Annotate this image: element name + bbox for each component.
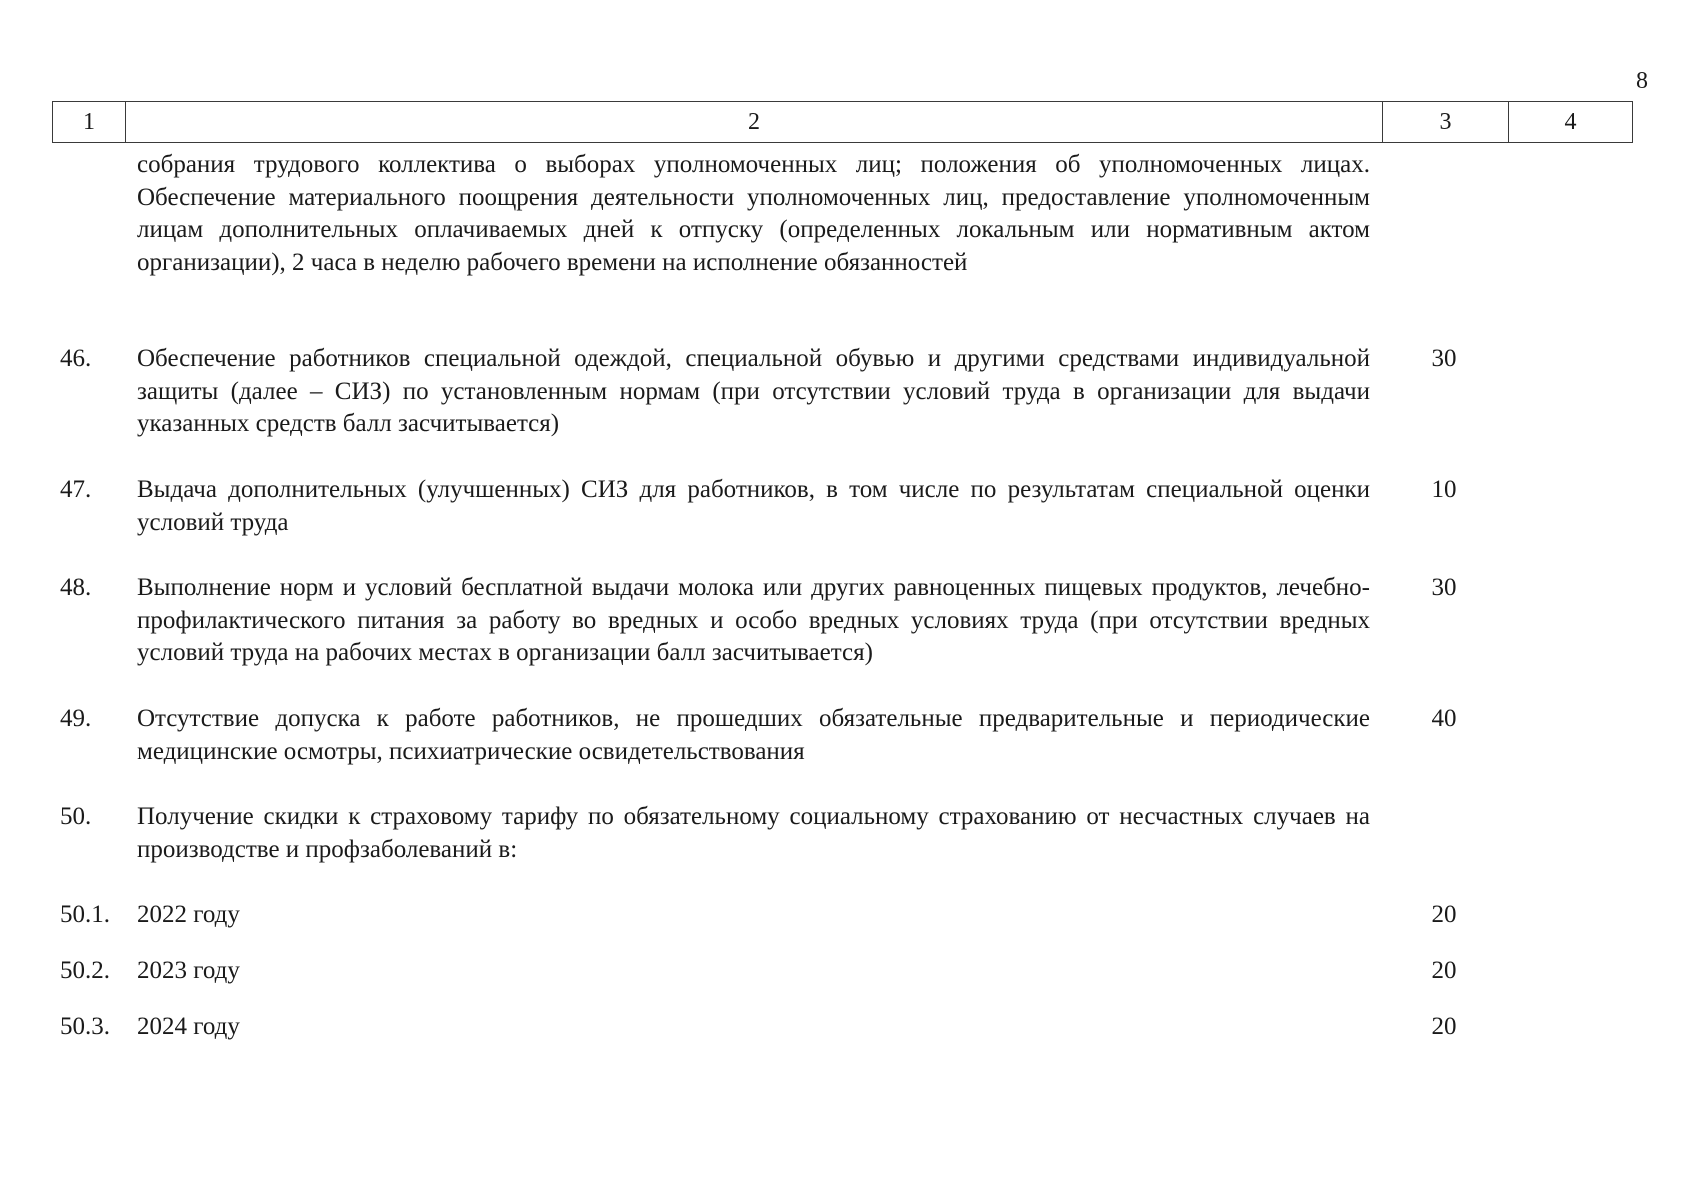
header-cell-4: 4: [1564, 108, 1577, 135]
page-number: 8: [1636, 68, 1648, 94]
row-number: 50.1.: [60, 901, 110, 928]
row-score: 30: [1431, 345, 1457, 372]
row-description: Получение скидки к страховому тарифу по обязательному социальному страхованию от несчастных случаев на производстве и профзаболеваний в:: [137, 803, 1370, 863]
row-score: 40: [1431, 705, 1457, 732]
row-number: 46.: [60, 345, 92, 372]
row-description: 2024 году: [137, 1013, 240, 1040]
row-description: Обеспечение работников специальной одеждой, специальной обувью и другими средствами индивидуальной защиты (далее – СИЗ) по установленным нормам (при отсутствии условий труда в организации для выдачи указанных средств балл засчитывается): [137, 345, 1370, 437]
row-number: 48.: [60, 574, 92, 601]
row-description: 2022 году: [137, 901, 240, 928]
header-cell-1: 1: [53, 102, 126, 142]
row-description: собрания трудового коллектива о выборах уполномоченных лиц; положения об уполномоченных лицах. Обеспечение материального поощрения деятельности уполномоченных лиц, предоставление уполномоченным лицам дополнительных оплачиваемых дней к отпуску (определенных локальным или нормативным актом организации), 2 часа в неделю рабочего времени на исполнение обязанностей: [137, 151, 1370, 276]
row-number: 50.2.: [60, 957, 110, 984]
row-score: 20: [1431, 957, 1457, 984]
row-description: Выдача дополнительных (улучшенных) СИЗ для работников, в том числе по результатам специальной оценки условий труда: [137, 476, 1370, 536]
row-number: 50.: [60, 803, 92, 830]
row-number: 50.3.: [60, 1013, 110, 1040]
row-description: Отсутствие допуска к работе работников, не прошедших обязательные предварительные и периодические медицинские осмотры, психиатрические освидетельствования: [137, 705, 1370, 765]
header-cell-3: 3: [1383, 102, 1509, 142]
row-number: 47.: [60, 476, 92, 503]
row-number: 49.: [60, 705, 92, 732]
row-description: Выполнение норм и условий бесплатной выдачи молока или других равноценных пищевых продуктов, лечебно-профилактического питания за работу во вредных и особо вредных условиях труда (при отсутствии вредных условий труда на рабочих местах в организации балл засчитывается): [137, 574, 1370, 666]
row-score: 30: [1431, 574, 1457, 601]
row-score: 10: [1431, 476, 1457, 503]
row-score: 20: [1431, 1013, 1457, 1040]
header-cell-2: 2: [126, 102, 1383, 142]
row-score: 20: [1431, 901, 1457, 928]
row-description: 2023 году: [137, 957, 240, 984]
